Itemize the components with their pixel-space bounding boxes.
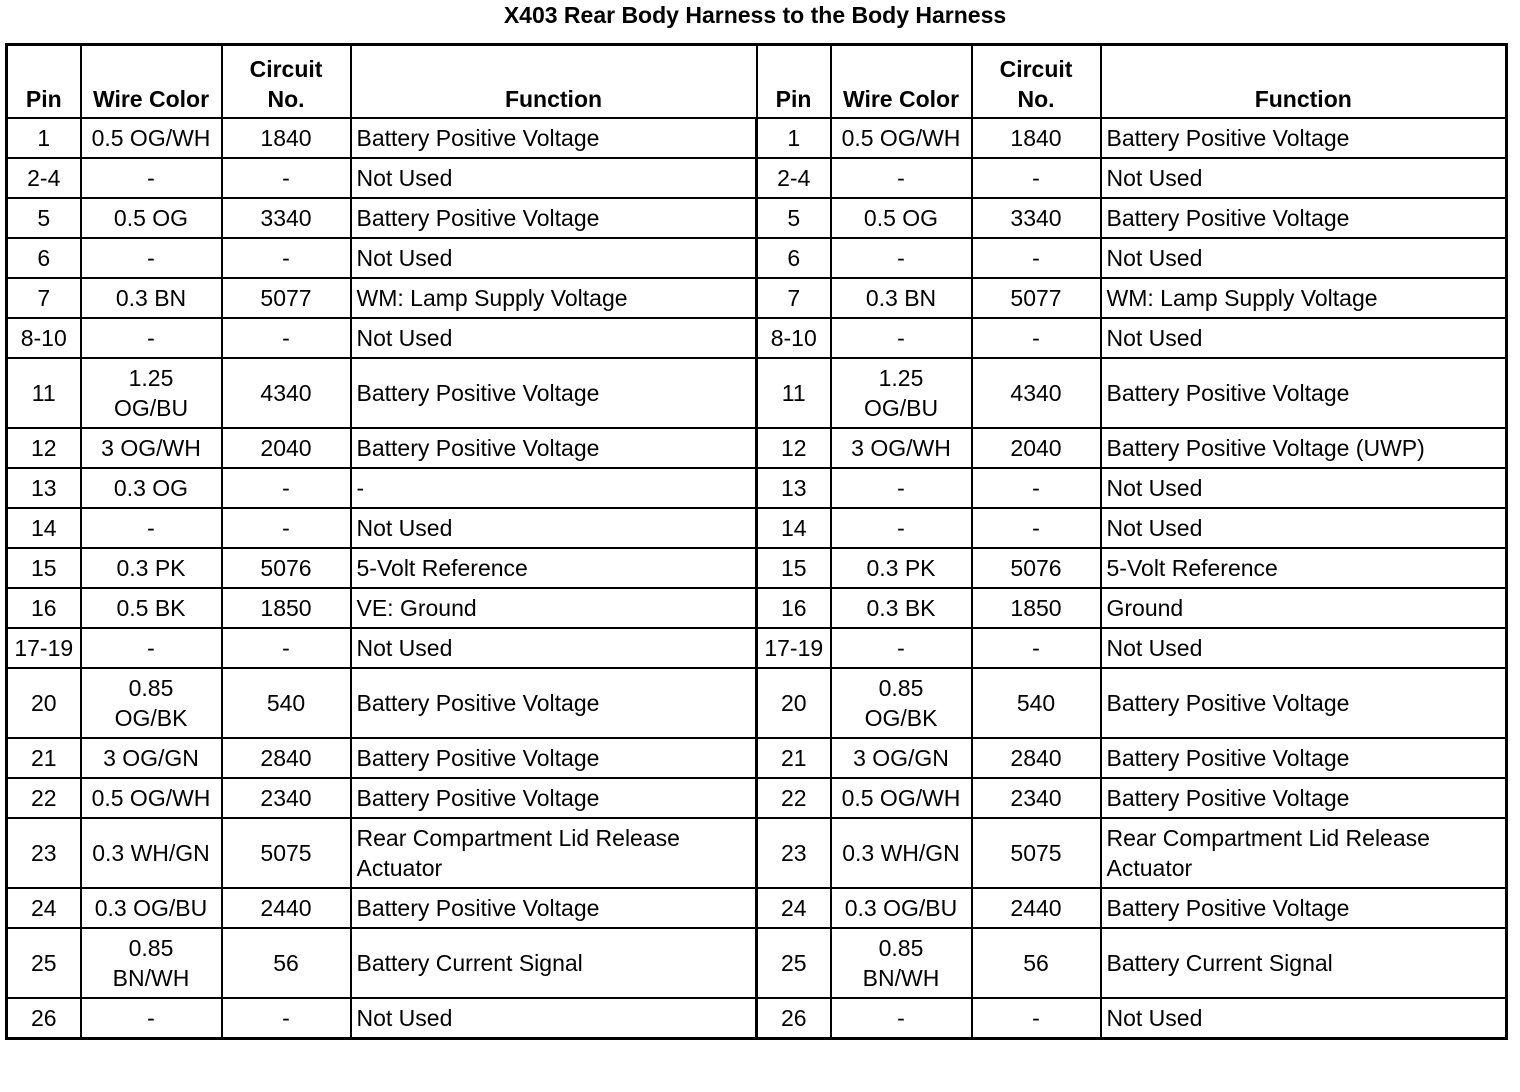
wire-color-cell: - [81,508,222,548]
wire-color-cell: 0.3 WH/GN [81,818,222,888]
wire-color-cell [81,358,222,428]
wire-color-cell: - [81,158,222,198]
circuit-cell: - [222,508,351,548]
pin-cell: 20 [7,668,81,738]
function-cell: Battery Positive Voltage [351,738,757,778]
function-cell: Battery Positive Voltage [351,198,757,238]
wire-color-cell [831,358,972,428]
circuit-cell: 5075 [222,818,351,888]
function-cell: Not Used [1101,158,1507,198]
pin-cell: 1 [757,118,831,158]
function-cell: Not Used [351,238,757,278]
circuit-cell: 1850 [972,588,1101,628]
pin-cell: 5 [7,198,81,238]
pin-cell: 13 [757,468,831,508]
function-cell: Not Used [1101,628,1507,668]
function-cell: Battery Positive Voltage [351,358,757,428]
table-row [7,588,1507,628]
function-cell: 5-Volt Reference [351,548,757,588]
pin-cell: 6 [757,238,831,278]
pin-cell: 23 [7,818,81,888]
wire-color-cell: 0.5 OG/WH [831,118,972,158]
table-row [7,158,1507,198]
wire-color-cell [831,668,972,738]
wire-color-cell: 3 OG/GN [81,738,222,778]
function-cell: Not Used [351,158,757,198]
pin-cell: 2-4 [757,158,831,198]
function-cell: VE: Ground [351,588,757,628]
wire-color-cell: - [831,318,972,358]
circuit-cell: - [972,158,1101,198]
header-function: Function [1101,45,1507,119]
circuit-cell: - [972,628,1101,668]
circuit-cell: 2040 [222,428,351,468]
wire-color-cell: - [831,628,972,668]
function-cell: Not Used [351,508,757,548]
circuit-cell: 2440 [972,888,1101,928]
table-row [7,888,1507,928]
function-cell: Battery Positive Voltage [1101,738,1507,778]
header-pin: Pin [757,45,831,119]
wire-color-cell: 0.3 PK [831,548,972,588]
pin-cell: 17-19 [757,628,831,668]
function-cell: Battery Positive Voltage [1101,778,1507,818]
function-cell: Battery Positive Voltage [351,428,757,468]
table-row [7,118,1507,158]
circuit-cell: 56 [972,928,1101,998]
function-cell: Battery Positive Voltage [1101,198,1507,238]
function-cell: WM: Lamp Supply Voltage [1101,278,1507,318]
circuit-cell: 56 [222,928,351,998]
wire-color-cell: - [831,998,972,1039]
table-row [7,358,1507,428]
wire-color-line1: 0.85 [878,675,924,701]
circuit-cell: 4340 [972,358,1101,428]
circuit-cell: 5077 [222,278,351,318]
pin-cell: 25 [7,928,81,998]
function-cell: Battery Positive Voltage [351,118,757,158]
table-row [7,778,1507,818]
table-row [7,278,1507,318]
circuit-cell: 1840 [222,118,351,158]
function-cell: Ground [1101,588,1507,628]
header-function: Function [351,45,757,119]
circuit-cell: 5075 [972,818,1101,888]
wire-color-cell: 0.3 BN [81,278,222,318]
circuit-cell: 3340 [222,198,351,238]
circuit-cell: - [222,158,351,198]
wire-color-cell: 3 OG/GN [831,738,972,778]
wire-color-cell: - [831,468,972,508]
wire-color-line2: OG/BU [863,395,939,421]
pin-cell: 23 [757,818,831,888]
page-title: X403 Rear Body Harness to the Body Harness [503,2,1007,28]
function-cell: Not Used [1101,318,1507,358]
pin-cell: 21 [757,738,831,778]
wire-color-cell: 0.5 OG/WH [81,118,222,158]
pin-cell: 26 [757,998,831,1039]
circuit-cell: 2340 [972,778,1101,818]
wire-color-cell: 0.3 OG/BU [81,888,222,928]
table-row [7,238,1507,278]
wire-color-cell: 0.5 BK [81,588,222,628]
function-line2: Actuator [1106,855,1193,881]
pin-cell: 1 [7,118,81,158]
circuit-cell: - [972,318,1101,358]
function-cell: Not Used [1101,468,1507,508]
header-wire-color: Wire Color [81,45,222,119]
header-pin: Pin [7,45,81,119]
function-line1: Rear Compartment Lid Release [356,825,680,851]
circuit-cell: 2840 [222,738,351,778]
wire-color-cell: 0.5 OG/WH [81,778,222,818]
pin-cell: 16 [757,588,831,628]
function-cell [1101,818,1507,888]
wire-color-cell: - [81,318,222,358]
connector-pinout-table [5,43,1508,1040]
function-cell [351,818,757,888]
header-circuit-line2: No. [1017,86,1055,112]
circuit-cell: 4340 [222,358,351,428]
table-row [7,738,1507,778]
wire-color-cell: 3 OG/WH [831,428,972,468]
wire-color-cell [81,928,222,998]
circuit-cell: - [972,238,1101,278]
wire-color-line2: OG/BK [864,705,938,731]
wire-color-cell: - [831,238,972,278]
wire-color-cell: 0.3 WH/GN [831,818,972,888]
function-cell: Not Used [1101,238,1507,278]
pin-cell: 7 [757,278,831,318]
table-row [7,468,1507,508]
function-cell: 5-Volt Reference [1101,548,1507,588]
function-cell: Battery Current Signal [351,928,757,998]
function-cell: - [351,468,757,508]
function-cell: Not Used [351,628,757,668]
pin-cell: 25 [757,928,831,998]
function-cell: Battery Current Signal [1101,928,1507,998]
header-wire-color: Wire Color [831,45,972,119]
pin-cell: 7 [7,278,81,318]
table-row [7,508,1507,548]
pin-cell: 8-10 [757,318,831,358]
function-cell: Battery Positive Voltage [1101,668,1507,738]
wire-color-cell: 0.3 PK [81,548,222,588]
function-cell: Battery Positive Voltage [1101,118,1507,158]
pin-cell: 26 [7,998,81,1039]
pin-cell: 12 [757,428,831,468]
wire-color-cell: 0.3 BN [831,278,972,318]
wire-color-cell: 0.5 OG [831,198,972,238]
function-line1: Rear Compartment Lid Release [1106,825,1430,851]
wire-color-line2: BN/WH [112,965,190,991]
wire-color-line1: 1.25 [878,365,924,391]
function-cell: Battery Positive Voltage [351,668,757,738]
function-cell: Battery Positive Voltage [351,778,757,818]
pin-cell: 22 [7,778,81,818]
circuit-cell: - [972,508,1101,548]
header-circuit-line1: Circuit [249,56,323,82]
wire-color-line2: BN/WH [862,965,940,991]
pin-cell: 14 [7,508,81,548]
wire-color-cell: 0.3 BK [831,588,972,628]
circuit-cell: - [222,998,351,1039]
wire-color-cell: - [81,998,222,1039]
table-row [7,428,1507,468]
function-cell: Battery Positive Voltage [351,888,757,928]
pin-cell: 24 [757,888,831,928]
wire-color-cell: 3 OG/WH [81,428,222,468]
circuit-cell: - [972,998,1101,1039]
circuit-cell: 1850 [222,588,351,628]
header-circuit-no [972,45,1101,119]
circuit-cell: - [222,628,351,668]
wire-color-cell [831,928,972,998]
table-row [7,928,1507,998]
header-circuit-line2: No. [267,86,305,112]
pin-cell: 11 [7,358,81,428]
pin-cell: 21 [7,738,81,778]
circuit-cell: - [222,238,351,278]
pin-cell: 16 [7,588,81,628]
function-cell: Not Used [1101,998,1507,1039]
table-row [7,668,1507,738]
table-row [7,818,1507,888]
table-row [7,548,1507,588]
function-cell: Battery Positive Voltage (UWP) [1101,428,1507,468]
circuit-cell: 2340 [222,778,351,818]
table-row [7,318,1507,358]
wire-color-cell: - [81,238,222,278]
circuit-cell: 5077 [972,278,1101,318]
pin-cell: 24 [7,888,81,928]
circuit-cell: 5076 [972,548,1101,588]
function-line2: Actuator [356,855,443,881]
function-cell: Battery Positive Voltage [1101,888,1507,928]
function-cell: Not Used [351,318,757,358]
function-cell: Not Used [351,998,757,1039]
pin-cell: 14 [757,508,831,548]
function-cell: Not Used [1101,508,1507,548]
pin-cell: 15 [757,548,831,588]
circuit-cell: 1840 [972,118,1101,158]
pin-cell: 6 [7,238,81,278]
pin-cell: 15 [7,548,81,588]
pin-cell: 17-19 [7,628,81,668]
wire-color-cell: 0.3 OG [81,468,222,508]
circuit-cell: 2840 [972,738,1101,778]
wire-color-cell: 0.5 OG/WH [831,778,972,818]
circuit-cell: 2040 [972,428,1101,468]
pin-cell: 11 [757,358,831,428]
wire-color-line1: 0.85 [878,935,924,961]
circuit-cell: 540 [222,668,351,738]
function-cell: Battery Positive Voltage [1101,358,1507,428]
table-header-row [7,45,1507,119]
pin-cell: 20 [757,668,831,738]
circuit-cell: 3340 [972,198,1101,238]
wire-color-cell: - [831,158,972,198]
wire-color-line2: OG/BU [113,395,189,421]
table-row [7,198,1507,238]
wire-color-line1: 0.85 [128,935,174,961]
wire-color-cell: - [831,508,972,548]
pin-cell: 5 [757,198,831,238]
circuit-cell: - [222,318,351,358]
pin-cell: 13 [7,468,81,508]
pin-cell: 22 [757,778,831,818]
pin-cell: 12 [7,428,81,468]
wire-color-line2: OG/BK [114,705,188,731]
header-circuit-no [222,45,351,119]
wire-color-cell [81,668,222,738]
circuit-cell: 2440 [222,888,351,928]
pin-cell: 2-4 [7,158,81,198]
wire-color-line1: 1.25 [128,365,174,391]
pin-cell: 8-10 [7,318,81,358]
function-cell: WM: Lamp Supply Voltage [351,278,757,318]
wire-color-cell: - [81,628,222,668]
circuit-cell: 5076 [222,548,351,588]
header-circuit-line1: Circuit [999,56,1073,82]
circuit-cell: - [222,468,351,508]
wire-color-cell: 0.5 OG [81,198,222,238]
circuit-cell: 540 [972,668,1101,738]
table-row [7,628,1507,668]
table-row [7,998,1507,1039]
circuit-cell: - [972,468,1101,508]
wire-color-line1: 0.85 [128,675,174,701]
wire-color-cell: 0.3 OG/BU [831,888,972,928]
